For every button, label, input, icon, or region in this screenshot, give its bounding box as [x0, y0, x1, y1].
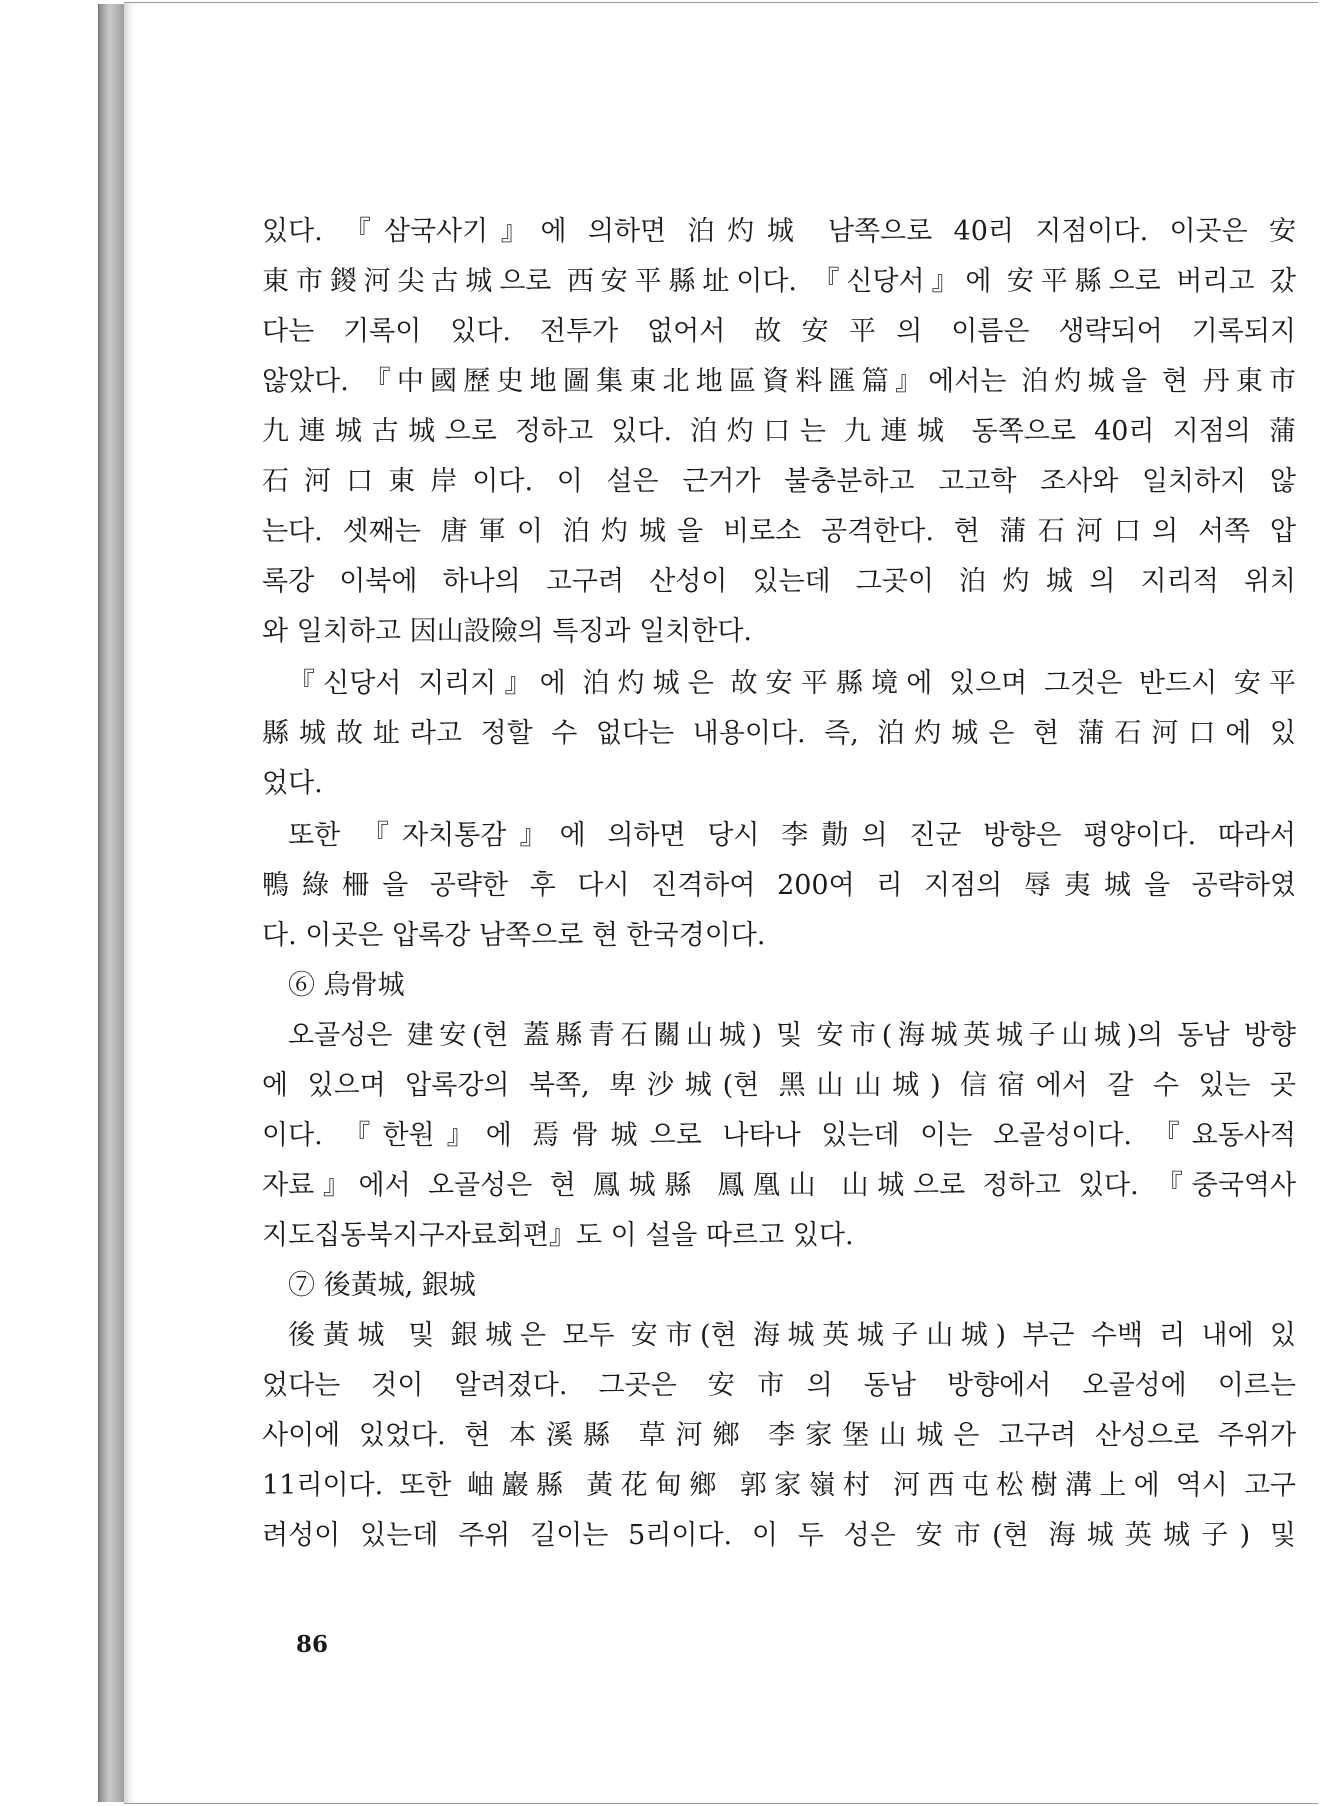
text-line: 鴨綠柵을 공략한 후 다시 진격하여 200여 리 지점의 辱夷城을 공략하였 [262, 870, 1296, 901]
book-page [124, 2, 1318, 1804]
text-line: 九連城古城으로 정하고 있다. 泊灼口는 九連城 동쪽으로 40리 지점의 蒲 [262, 416, 1296, 447]
text-line: 었다. [262, 768, 323, 799]
text-line: 또한 『자치통감』에 의하면 당시 李勣의 진군 방향은 평양이다. 따라서 [288, 820, 1296, 851]
text-line: 려성이 있는데 주위 길이는 5리이다. 이 두 성은 安市(현 海城英城子) 및 [262, 1520, 1296, 1551]
text-line: 後黃城 및 銀城은 모두 安市(현 海城英城子山城) 부근 수백 리 내에 있 [288, 1320, 1296, 1351]
text-line: 東市鍐河尖古城으로 西安平縣址이다. 『신당서』에 安平縣으로 버리고 갔 [262, 266, 1296, 297]
text-line: 었다는 것이 알려졌다. 그곳은 安市의 동남 방향에서 오골성에 이르는 [262, 1370, 1296, 1401]
text-line: 와 일치하고 因山設險의 특징과 일치한다. [262, 616, 752, 647]
text-line: 다는 기록이 있다. 전투가 없어서 故安平의 이름은 생략되어 기록되지 [262, 316, 1296, 347]
text-line: 石河口東岸이다. 이 설은 근거가 불충분하고 고고학 조사와 일치하지 않 [262, 466, 1296, 497]
text-line: 縣城故址라고 정할 수 없다는 내용이다. 즉, 泊灼城은 현 蒲石河口에 있 [262, 718, 1296, 749]
text-line: 자료』에서 오골성은 현 鳳城縣 鳳凰山 山城으로 정하고 있다. 『중국역사 [262, 1170, 1296, 1201]
text-line: 이다. 『한원』에 焉骨城으로 나타나 있는데 이는 오골성이다. 『요동사적 [262, 1120, 1296, 1151]
text-line: 에 있으며 압록강의 북쪽, 卑沙城(현 黑山山城) 信宿에서 갈 수 있는 곳 [262, 1070, 1296, 1101]
text-line: 지도집동북지구자료회편』도 이 설을 따르고 있다. [262, 1220, 854, 1251]
text-line: 11리이다. 또한 岫巖縣 黃花甸鄉 郭家嶺村 河西屯松樹溝上에 역시 고구 [262, 1470, 1296, 1501]
text-line: 『신당서 지리지』에 泊灼城은 故安平縣境에 있으며 그것은 반드시 安平 [288, 668, 1296, 699]
book-spine-edge [98, 4, 125, 1802]
section-heading-ogolseong: ⑥ 烏骨城 [288, 970, 405, 1001]
text-line: 사이에 있었다. 현 本溪縣 草河鄉 李家堡山城은 고구려 산성으로 주위가 [262, 1420, 1296, 1451]
section-heading-huhwangseong: ⑦ 後黃城, 銀城 [288, 1270, 476, 1301]
text-line: 있다. 『삼국사기』에 의하면 泊灼城 남쪽으로 40리 지점이다. 이곳은 安 [262, 216, 1296, 247]
text-line: 는다. 셋째는 唐軍이 泊灼城을 비로소 공격한다. 현 蒲石河口의 서쪽 압 [262, 516, 1296, 547]
page-body-text [262, 207, 1296, 1561]
text-line: 록강 이북에 하나의 고구려 산성이 있는데 그곳이 泊灼城의 지리적 위치 [262, 566, 1296, 597]
text-line: 오골성은 建安(현 蓋縣青石關山城) 및 安市(海城英城子山城)의 동남 방향 [288, 1020, 1296, 1051]
text-line: 않았다. 『中國歷史地圖集東北地區資料匯篇』에서는 泊灼城을 현 丹東市 [262, 366, 1296, 397]
text-line: 다. 이곳은 압록강 남쪽으로 현 한국경이다. [262, 920, 766, 951]
page-number: 86 [296, 1631, 329, 1658]
